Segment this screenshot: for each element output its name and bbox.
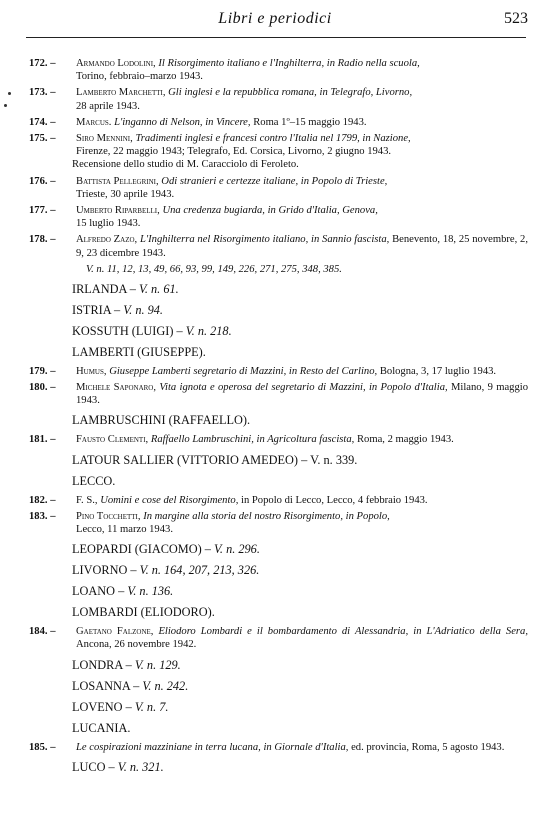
entry-publication: in Popolo d'Italia, xyxy=(368,382,448,394)
subject-reference: V. n. 94. xyxy=(123,302,163,317)
entry-177 xyxy=(0,204,550,230)
entry-number: 173. – xyxy=(29,87,56,99)
entry-title: Giuseppe Lamberti segretario di Mazzini, xyxy=(109,365,287,377)
entry-author: F. S., xyxy=(76,494,98,506)
entry-title: In margine alla storia del nostro Risorgimento, xyxy=(143,510,343,522)
entry-number: 183. – xyxy=(29,510,56,522)
entry-number: 185. – xyxy=(29,741,56,753)
subject-reference: V. n. 242. xyxy=(142,678,189,693)
subject-lucania xyxy=(0,721,550,736)
entry-author: Humus, xyxy=(76,365,107,377)
entry-publication: in Vincere, xyxy=(205,116,251,128)
entry-title: Raffaello Lambruschini, xyxy=(150,434,254,446)
entry-175 xyxy=(0,132,550,172)
entry-publication: in Sannio fascista, xyxy=(311,234,390,246)
entry-172 xyxy=(0,57,550,83)
entry-publication: in Giornale d'Italia, xyxy=(263,741,349,753)
subject-reference: V. n. 61. xyxy=(138,281,179,296)
entry-author: Lamberto Marchetti, xyxy=(76,87,166,99)
entry-details: 15 luglio 1943. xyxy=(76,218,141,230)
entry-details: Lecco, 11 marzo 1943. xyxy=(76,524,173,536)
entry-author: Gaetano Falzone, xyxy=(76,626,154,638)
entry-number: 179. – xyxy=(29,365,56,377)
running-header xyxy=(0,10,550,30)
entry-author: Pino Tocchetti, xyxy=(76,510,141,522)
subject-heading: LAMBERTI (GIUSEPPE). xyxy=(72,344,206,359)
entry-178 xyxy=(0,233,550,259)
subject-loveno xyxy=(0,700,550,715)
entry-183 xyxy=(0,510,550,536)
entry-details: 28 aprile 1943. xyxy=(76,100,140,112)
entry-title: L'inganno di Nelson, xyxy=(114,116,203,128)
entry-184 xyxy=(0,625,550,651)
subject-lombardi xyxy=(0,605,550,620)
entry-title: Il Risorgimento italiano e l'Inghilterra, xyxy=(158,58,325,69)
entry-number: 176. – xyxy=(29,175,56,187)
entry-author: Michele Saponaro, xyxy=(76,382,157,394)
subject-lambruschini xyxy=(0,413,550,428)
subject-kossuth xyxy=(0,324,550,339)
entry-173 xyxy=(0,86,550,112)
subject-heading: LOMBARDI (ELIODORO). xyxy=(72,605,215,620)
subject-heading: LECCO. xyxy=(72,473,116,488)
bibliography-list xyxy=(0,57,550,780)
entry-title: Uomini e cose del Risorgimento, xyxy=(100,494,239,506)
entry-182 xyxy=(0,494,550,507)
subject-reference: V. n. 164, 207, 213, 326. xyxy=(139,563,260,578)
entry-note: Recensione dello studio di M. Caracciolo di Feroleto. xyxy=(72,159,299,171)
entry-title: Gli inglesi e la repubblica romana, xyxy=(168,87,317,99)
entry-author: Umberto Riparbelli, xyxy=(76,205,160,217)
entry-author: Armando Lodolini, xyxy=(76,58,156,69)
subject-istria xyxy=(0,303,550,318)
entry-publication: in Resto del Carlino, xyxy=(288,365,378,377)
entry-author: Siro Mennini, xyxy=(76,133,133,145)
entry-publication: in Popolo di Trieste, xyxy=(300,175,388,187)
entry-publication: in Agricoltura fascista, xyxy=(256,434,355,446)
subject-reference: V. n. 136. xyxy=(127,584,174,599)
entry-details: Ancona, 26 novembre 1942. xyxy=(76,639,197,651)
subject-reference: V. n. 321. xyxy=(117,759,164,774)
entry-details: Bologna, 3, 17 luglio 1943. xyxy=(379,365,497,377)
entry-number: 180. – xyxy=(29,382,56,394)
cross-reference-list: V. n. 11, 12, 13, 49, 66, 93, 99, 149, 226, 271, 275, 348, 385. xyxy=(86,263,342,275)
entry-title: Odi stranieri e certezze italiane, xyxy=(161,175,299,187)
entry-details: Lecco, 4 febbraio 1943. xyxy=(326,494,428,506)
entry-number: 172. – xyxy=(29,58,56,69)
running-title: Libri e periodici xyxy=(218,10,332,27)
subject-heading: LUCANIA. xyxy=(72,720,131,735)
subject-heading: ISTRIA – xyxy=(72,302,121,317)
entry-180 xyxy=(0,381,550,407)
entry-publication: in Radio nella scuola, xyxy=(326,58,420,69)
entry-details: Benevento, 18, 25 novembre, 2, 9, 23 dicembre 1943. xyxy=(76,234,528,259)
entry-details: ed. provincia, Roma, 5 agosto 1943. xyxy=(351,741,505,753)
subject-livorno xyxy=(0,563,550,578)
subject-luco xyxy=(0,760,550,775)
entry-number: 177. – xyxy=(29,205,56,217)
subject-heading: LOVENO – xyxy=(72,699,132,714)
entry-details: Roma 1º–15 maggio 1943. xyxy=(253,116,367,128)
header-rule xyxy=(26,37,526,38)
entry-publication: in L'Adriatico della Sera, xyxy=(413,626,528,638)
subject-heading: LUCO – xyxy=(72,759,115,774)
entry-number: 184. – xyxy=(29,626,56,638)
entry-number: 175. – xyxy=(29,133,56,145)
subject-londra xyxy=(0,658,550,673)
entry-details: Firenze, 22 maggio 1943; Telegrafo, Ed. Corsica, Livorno, 2 giugno 1943. xyxy=(76,146,392,158)
subject-heading: LOANO – xyxy=(72,584,125,599)
entry-publication: in Grido d'Italia, Genova, xyxy=(267,205,378,217)
entry-title: Le cospirazioni mazziniane in terra lucana, xyxy=(76,741,261,753)
entry-title: Eliodoro Lombardi e il bombardamento di Alessandria, xyxy=(158,626,409,638)
subject-reference: V. n. 7. xyxy=(134,699,169,714)
subject-heading: LEOPARDI (GIACOMO) – xyxy=(72,542,211,557)
entry-details: Torino, febbraio–marzo 1943. xyxy=(76,71,203,83)
entry-author: Battista Pellegrini, xyxy=(76,175,159,187)
entry-details: Trieste, 30 aprile 1943. xyxy=(76,188,175,200)
subject-heading: LONDRA – xyxy=(72,657,132,672)
entry-details: Roma, 2 maggio 1943. xyxy=(356,434,454,446)
entry-author: Fausto Clementi, xyxy=(76,434,149,446)
subject-heading: LOSANNA – xyxy=(72,678,140,693)
entry-number: 182. – xyxy=(29,494,56,506)
entry-174 xyxy=(0,116,550,129)
subject-heading: LATOUR SALLIER (VITTORIO AMEDEO) – xyxy=(72,452,308,467)
subject-heading: LAMBRUSCHINI (RAFFAELLO). xyxy=(72,413,251,428)
entry-publication: in Nazione, xyxy=(362,133,411,145)
subject-irlanda xyxy=(0,282,550,297)
entry-title: Tradimenti inglesi e francesi contro l'Italia nel 1799, xyxy=(135,133,360,145)
entry-title: Una credenza bugiarda, xyxy=(162,205,265,217)
subject-latour-sallier xyxy=(0,453,550,468)
entry-publication: in Popolo, xyxy=(345,510,390,522)
entry-publication: in Telegrafo, Livorno, xyxy=(319,87,413,99)
entry-176 xyxy=(0,175,550,201)
subject-reference: V. n. 129. xyxy=(134,657,181,672)
subject-reference: V. n. 218. xyxy=(185,323,232,338)
entry-author: Alfredo Zazo, xyxy=(76,234,138,246)
entry-title: Vita ignota e operosa del segretario di Mazzini, xyxy=(159,382,366,394)
entry-181 xyxy=(0,433,550,446)
subject-reference: V. n. 339. xyxy=(310,452,358,467)
subject-heading: LIVORNO – xyxy=(72,563,137,578)
entry-number: 181. – xyxy=(29,434,56,446)
entry-number: 178. – xyxy=(29,234,56,246)
page-number: 523 xyxy=(504,10,528,27)
subject-loano xyxy=(0,584,550,599)
entry-185 xyxy=(0,741,550,754)
entry-179 xyxy=(0,365,550,378)
entry-publication: in Popolo di Lecco, xyxy=(241,494,325,506)
entry-details: Milano, 9 maggio 1943. xyxy=(76,382,528,407)
subject-lamberti xyxy=(0,345,550,360)
subject-reference: V. n. 296. xyxy=(214,542,260,557)
entry-author: Marcus. xyxy=(76,116,112,128)
subject-heading: IRLANDA – xyxy=(72,281,136,296)
subject-losanna xyxy=(0,679,550,694)
subject-leopardi xyxy=(0,542,550,557)
entry-title: L'Inghilterra nel Risorgimento italiano, xyxy=(139,234,309,246)
subject-lecco xyxy=(0,474,550,489)
subject-heading: KOSSUTH (LUIGI) – xyxy=(72,323,183,338)
entry-number: 174. – xyxy=(29,116,56,128)
